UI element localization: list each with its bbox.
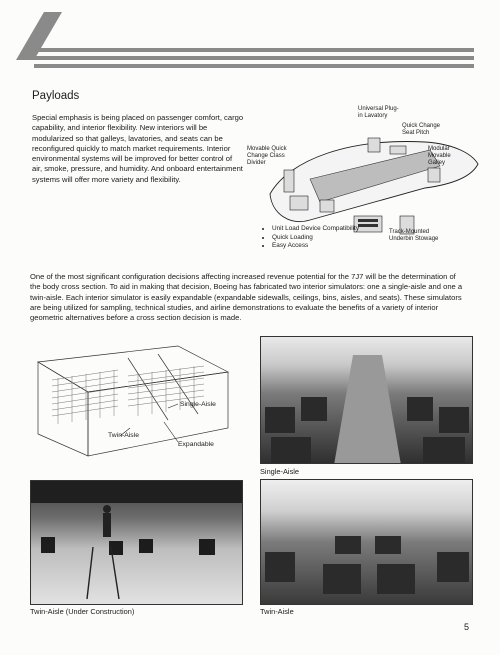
body-paragraph: One of the most significant configuration decisions affecting increased revenue potential for the 7J7 will be the determination of the body cross section. To aid in making that decision, Boeing has fabricated two interior simulators: one a single-aisle and one a twin-aisle. Each interior simulator is easily expandable (expandable sidewalls, ceilings, bins, aisles, and seats). These simulators are being utilized for sampling, technical studies, and airline demonstrations to evaluate the benefits of a variety of interior geometric alternatives before a cross section decision is made. xyxy=(30,272,463,323)
header-stripes-graphic xyxy=(0,0,500,82)
label-modular-galley: Modular Movable Galley xyxy=(428,146,451,167)
sketch-label-twin-aisle: Twin-Aisle xyxy=(108,432,139,439)
simulator-line-sketch xyxy=(28,338,254,466)
bullet-item: • Unit Load Device Compatibility xyxy=(272,225,372,234)
label-class-divider: Movable Quick Change Class Divider xyxy=(247,146,287,167)
bullet-item: • Easy Access xyxy=(272,242,372,251)
sketch-label-single-aisle: Single-Aisle xyxy=(180,401,216,408)
label-underbin-stowage: Track-Mounted Underbin Stowage xyxy=(389,229,439,243)
feature-bullets xyxy=(262,225,372,251)
caption-single-aisle: Single-Aisle xyxy=(260,467,300,476)
sketch-label-expandable: Expandable xyxy=(178,441,214,448)
section-title: Payloads xyxy=(32,90,80,102)
photo-single-aisle-cabin xyxy=(260,336,473,464)
photo-twin-aisle-construction xyxy=(30,480,243,605)
page-number: 5 xyxy=(464,622,470,632)
caption-twin-aisle: Twin-Aisle xyxy=(260,607,294,616)
intro-paragraph: Special emphasis is being placed on passenger comfort, cargo capability, and interior flexibility. New interiors will be modularized so that galleys, lavatories, and seats can be reconfigured quickly to match market requirements. Interior environmental systems will be improved for better control of air, smoke, pressure, and humidity. And onboard entertainment systems will offer more variety and flexibility. xyxy=(32,113,244,184)
bullet-item: • Quick Loading xyxy=(272,234,372,243)
label-quick-change-seat: Quick Change Seat Pitch xyxy=(402,123,441,137)
label-universal-lavatory: Universal Plug-in Lavatory xyxy=(358,106,399,120)
caption-twin-aisle-construction: Twin-Aisle (Under Construction) xyxy=(30,607,135,616)
photo-twin-aisle-cabin xyxy=(260,479,473,605)
